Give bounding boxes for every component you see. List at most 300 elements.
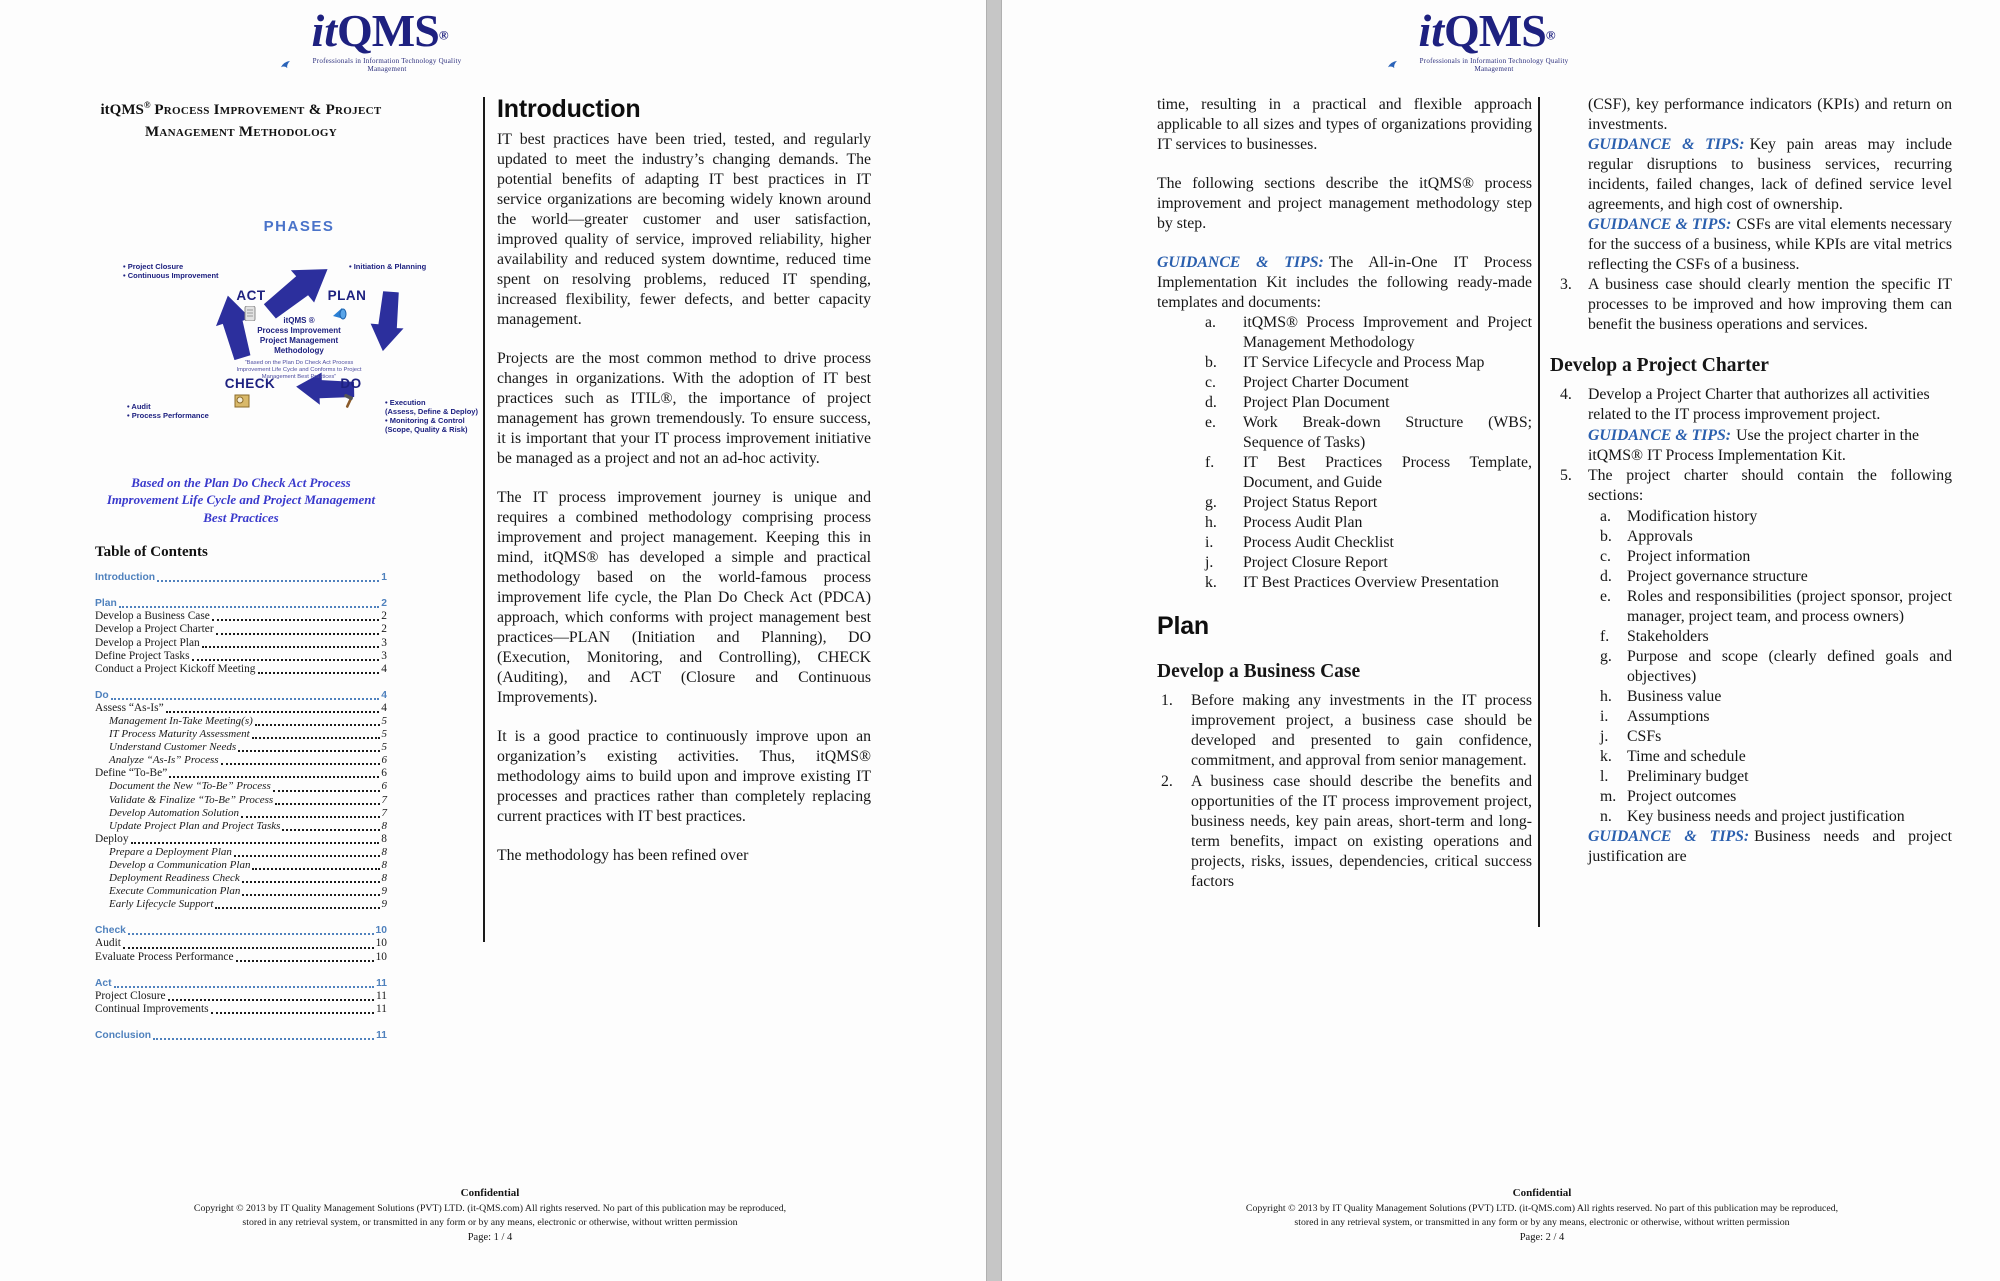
toc-entry[interactable]: [95, 571, 387, 584]
toc-page-number: 11: [376, 1029, 387, 1041]
toc-entry[interactable]: [95, 610, 387, 623]
toc-entry[interactable]: [95, 1029, 387, 1042]
list-item: [1205, 373, 1532, 393]
list-item: [1205, 393, 1532, 413]
diagram-bullet: • Audit: [127, 401, 151, 411]
list-marker: e.: [1205, 414, 1216, 431]
guidance-paragraph: [1550, 827, 1952, 867]
toc-entry-label: Evaluate Process Performance: [95, 950, 234, 963]
toc-page-number: 10: [375, 937, 387, 950]
business-case-list: [1157, 691, 1532, 892]
item-text: A business case should clearly mention the specific IT processes to be improved and how improving them can benefit the business operations and services.: [1588, 276, 1952, 333]
toc-entry[interactable]: [95, 650, 387, 663]
toc-page-number: 9: [381, 885, 387, 898]
toc-heading: Table of Contents: [95, 544, 208, 561]
toc-entry[interactable]: [95, 977, 387, 990]
toc-entry[interactable]: [95, 623, 387, 636]
item-text: A business case should describe the benefits and opportunities of the IT process improvement project, business needs, key pain areas, short-term and long-term benefits, impact on existing operations and projects, risks, issues, dependencies, critical success factors: [1191, 773, 1532, 890]
list-text: Process Audit Checklist: [1243, 534, 1394, 551]
toc-entry[interactable]: [95, 637, 387, 650]
copyright-line-2: stored in any retrieval system, or transmitted in any form or by any means, electronic or otherwise, without written permission: [242, 1217, 738, 1229]
toc-entry[interactable]: [95, 937, 387, 950]
logo-it: it: [311, 5, 338, 56]
logo-qms: QMS: [337, 5, 439, 56]
diagram-bullet: • Monitoring & Control: [385, 416, 465, 426]
list-item: [1600, 567, 1952, 587]
toc-leader-dots: [215, 907, 379, 909]
plan-phase-label: PLAN: [327, 287, 367, 303]
logo-tagline-text: Professionals in Information Technology Quality Management: [312, 57, 462, 73]
guidance-text: CSFs are vital elements necessary for the success of a business, while KPIs are vital metrics reflecting the CSFs of a business.: [1588, 216, 1952, 273]
page1-right-column: [497, 95, 871, 885]
item-text: Before making any investments in the IT process improvement project, a business case should be developed and presented to gain confidence, commitment, and approval from senior management.: [1191, 692, 1532, 769]
list-marker: j.: [1205, 554, 1214, 571]
toc-entry-label: Validate & Finalize “To-Be” Process: [109, 793, 274, 806]
business-case-heading: Develop a Business Case: [1157, 661, 1361, 682]
registered-mark: ®: [438, 27, 449, 43]
toc-page-number: 6: [381, 780, 387, 793]
page1-left-column: [95, 95, 478, 1042]
toc-leader-dots: [255, 724, 380, 726]
toc-leader-dots: [258, 672, 380, 674]
page1-footer: [60, 1186, 920, 1246]
toc-entry[interactable]: [95, 689, 387, 702]
list-marker: c.: [1205, 374, 1216, 391]
list-item: [1205, 573, 1532, 593]
list-text: IT Best Practices Overview Presentation: [1243, 574, 1499, 591]
list-item: [1600, 587, 1952, 627]
do-phase-label: DO: [340, 375, 362, 391]
list-text: CSFs: [1627, 728, 1662, 745]
diagram-bullet: • Project Closure: [123, 261, 184, 271]
list-text: Project governance structure: [1627, 568, 1808, 585]
paragraph: Projects are the most common method to drive process changes in organizations. With the adoption of IT best practices such as ITIL®, the importance of project management has grown tremendously. To ensure success, it is important that your IT process improvement initiative be managed as a project and not an ad-hoc activity.: [497, 350, 871, 467]
paragraph: The following sections describe the itQMS® process improvement and project management methodology step by step.: [1157, 175, 1532, 232]
document-subtitle: Based on the Plan Do Check Act Process Improvement Life Cycle and Project Management Best Practices: [106, 474, 376, 525]
diagram-bullet: (Scope, Quality & Risk): [385, 425, 468, 435]
introduction-heading: Introduction: [497, 95, 641, 123]
charter-item-4: [1550, 385, 1952, 425]
list-text: Project information: [1627, 548, 1751, 565]
toc-leader-dots: [242, 894, 379, 896]
list-item: [1205, 553, 1532, 573]
toc-entry-label: Document the New “To-Be” Process: [109, 780, 271, 793]
toc-entry[interactable]: [95, 715, 387, 728]
item-text: Develop a Project Charter that authorizes all activities related to the IT process improvement project.: [1588, 386, 1930, 423]
list-text: Preliminary budget: [1627, 768, 1749, 785]
page2-left-column: [1157, 95, 1532, 893]
list-text: itQMS® Process Improvement and Project Management Methodology: [1243, 314, 1532, 351]
toc-leader-dots: [234, 855, 380, 857]
toc-entry-label: Conclusion: [95, 1029, 152, 1041]
toc-entry[interactable]: [95, 741, 387, 754]
toc-leader-dots: [252, 737, 380, 739]
list-item: [1600, 627, 1952, 647]
toc-leader-dots: [242, 881, 380, 883]
title-brand: itQMS: [100, 102, 144, 118]
toc-leader-dots: [241, 816, 380, 818]
toc-entry-label: Early Lifecycle Support: [109, 898, 214, 911]
toc-entry-label: Develop a Business Case: [95, 610, 210, 623]
guidance-paragraph: [1550, 215, 1952, 275]
column-divider: [1538, 97, 1540, 927]
list-marker: i.: [1600, 708, 1609, 725]
logo-it: it: [1418, 5, 1445, 56]
list-marker: n.: [1600, 808, 1612, 825]
list-text: Process Audit Plan: [1243, 514, 1363, 531]
guidance-paragraph: [1550, 426, 1952, 466]
list-item: [1600, 527, 1952, 547]
toc-entry-label: Check: [95, 925, 126, 937]
toc-entry[interactable]: [95, 728, 387, 741]
plan-section-heading: Plan: [1157, 612, 1209, 640]
toc-page-number: 2: [381, 610, 387, 623]
item-number: 5.: [1560, 467, 1572, 484]
toc-entry-label: Develop a Communication Plan: [109, 859, 251, 872]
list-marker: b.: [1600, 528, 1612, 545]
guidance-lead: GUIDANCE & TIPS:: [1588, 828, 1750, 845]
toc-leader-dots: [238, 750, 379, 752]
guidance-text: Business needs and project justification are: [1588, 828, 1952, 865]
toc-entry[interactable]: [95, 872, 387, 885]
page-divider: [986, 0, 1002, 1281]
paragraph: (CSF), key performance indicators (KPIs) and return on investments.: [1588, 96, 1952, 133]
item-number: 2.: [1161, 773, 1173, 790]
registered-mark: ®: [1545, 27, 1556, 43]
list-text: Project outcomes: [1627, 788, 1737, 805]
diagram-bullet: (Assess, Define & Deploy): [385, 406, 478, 416]
toc-entry[interactable]: [95, 885, 387, 898]
toc-entry-label: Deploy: [95, 832, 129, 845]
introduction-paragraphs: [497, 130, 871, 866]
numbered-item: [1550, 385, 1952, 425]
list-item: [1600, 687, 1952, 707]
toc-leader-dots: [168, 999, 374, 1001]
toc-leader-dots: [192, 659, 380, 661]
list-item: [1600, 707, 1952, 727]
toc-entry[interactable]: [95, 990, 387, 1003]
guidance-lead: GUIDANCE & TIPS:: [1157, 254, 1324, 271]
kit-document-list: [1157, 313, 1532, 593]
list-item: [1205, 493, 1532, 513]
title-reg: ®: [143, 100, 151, 110]
list-text: Approvals: [1627, 528, 1693, 545]
toc-page-number: 5: [381, 714, 387, 727]
diagram-bullet: • Continuous Improvement: [123, 270, 219, 280]
toc-entry[interactable]: [95, 767, 387, 780]
guidance-text: Use the project charter in the itQMS® IT Process Implementation Kit.: [1588, 427, 1919, 464]
toc-page-number: 6: [381, 767, 387, 780]
list-text: Project Charter Document: [1243, 374, 1409, 391]
toc-page-number: 8: [381, 832, 387, 845]
list-marker: h.: [1205, 514, 1217, 531]
toc-page-number: 10: [375, 925, 387, 937]
copyright-line-1: Copyright © 2013 by IT Quality Management Solutions (PVT) LTD. (it-QMS.com) All rights reserved. No part of this publication may be reproduced,: [193, 1202, 787, 1214]
toc-entry-label: Introduction: [95, 572, 156, 584]
list-marker: k.: [1600, 748, 1612, 765]
toc-entry-label: Act: [95, 977, 112, 989]
document-page-1: [0, 0, 986, 1281]
list-item: [1205, 533, 1532, 553]
list-text: IT Best Practices Process Template, Document, and Guide: [1243, 454, 1532, 491]
list-item: [1600, 787, 1952, 807]
toc-entry-label: Assess “As-Is”: [95, 701, 164, 714]
toc-entry[interactable]: [95, 846, 387, 859]
list-marker: g.: [1205, 494, 1217, 511]
toc-entry-label: Define “To-Be”: [95, 767, 168, 780]
toc-leader-dots: [131, 842, 380, 844]
toc-page-number: 3: [381, 649, 387, 662]
toc-page-number: 2: [381, 623, 387, 636]
toc-page-number: 7: [381, 793, 387, 806]
list-marker: l.: [1600, 768, 1609, 785]
company-logo: [1387, 5, 1587, 73]
diagram-center-note: “Based on the Plan Do Check Act Process Improvement Life Cycle and Conforms to Project Management Best Practices”: [236, 359, 362, 380]
pdca-diagram: [103, 217, 486, 435]
confidential-label: Confidential: [460, 1187, 520, 1199]
numbered-item: [1161, 772, 1532, 892]
table-of-contents: [95, 571, 387, 1042]
guidance-lead: GUIDANCE & TIPS:: [1588, 216, 1732, 233]
paragraph: It is a good practice to continuously improve upon an organization’s existing activities. Thus, itQMS® methodology aims to build upon and improve existing IT processes and practices rather than completely replacing current practices with IT best practices.: [497, 728, 871, 825]
toc-entry[interactable]: [95, 702, 387, 715]
list-item: [1205, 353, 1532, 373]
list-marker: j.: [1600, 728, 1609, 745]
toc-page-number: 8: [381, 872, 387, 885]
diagram-center-line: Project Management: [259, 335, 339, 345]
item-text: The project charter should contain the following sections:: [1588, 467, 1952, 504]
charter-sections-list: [1550, 507, 1952, 827]
list-item: [1600, 767, 1952, 787]
toc-entry[interactable]: [95, 924, 387, 937]
toc-entry[interactable]: [95, 807, 387, 820]
logo-qms: QMS: [1444, 5, 1546, 56]
toc-leader-dots: [212, 619, 379, 621]
numbered-item: [1550, 466, 1952, 506]
confidential-label: Confidential: [1512, 1187, 1572, 1199]
list-text: Project Status Report: [1243, 494, 1378, 511]
toc-leader-dots: [221, 763, 380, 765]
logo-wordmark: [1387, 5, 1587, 56]
item-number: 4.: [1560, 386, 1572, 403]
list-text: Work Break-down Structure (WBS; Sequence of Tasks): [1243, 414, 1532, 451]
list-item: [1600, 807, 1952, 827]
diagram-center-line: Process Improvement: [257, 325, 341, 335]
toc-leader-dots: [128, 933, 374, 935]
toc-entry[interactable]: [95, 820, 387, 833]
toc-entry-label: Project Closure: [95, 989, 166, 1002]
list-marker: a.: [1600, 508, 1611, 525]
project-charter-heading: Develop a Project Charter: [1550, 355, 1769, 376]
toc-leader-dots: [157, 580, 379, 582]
list-item: [1600, 647, 1952, 687]
toc-page-number: 4: [381, 662, 387, 675]
copyright-line-1: Copyright © 2013 by IT Quality Management Solutions (PVT) LTD. (it-QMS.com) All rights reserved. No part of this publication may be reproduced,: [1245, 1202, 1839, 1214]
copyright-line-2: stored in any retrieval system, or transmitted in any form or by any means, electronic or otherwise, without written permission: [1294, 1217, 1790, 1229]
toc-page-number: 11: [376, 1002, 387, 1015]
toc-entry[interactable]: [95, 754, 387, 767]
toc-leader-dots: [169, 776, 379, 778]
toc-leader-dots: [119, 606, 380, 608]
toc-entry-label: Analyze “As-Is” Process: [109, 754, 219, 767]
guidance-paragraph: [1157, 253, 1532, 313]
list-marker: c.: [1600, 548, 1611, 565]
list-text: Business value: [1627, 688, 1722, 705]
toc-entry-label: Deployment Readiness Check: [109, 872, 240, 885]
page-number: Page: 1 / 4: [467, 1232, 513, 1244]
toc-entry-label: Execute Communication Plan: [109, 885, 241, 898]
diagram-center-text: [231, 316, 367, 381]
numbered-item: [1161, 691, 1532, 771]
do-bullets: [385, 398, 485, 435]
paragraph: The IT process improvement journey is unique and requires a combined methodology comprising process improvement and project management. Keeping this in mind, itQMS® has developed a simple and practical methodology based on the world-famous process improvement life cycle, the Plan Do Check Act (PDCA) approach, which conforms with project management best practices—PLAN (Initiation and Planning), DO (Execution, Monitoring, and Controlling), CHECK (Auditing), and ACT (Closure and Continuous Improvements).: [497, 489, 871, 706]
toc-entry-label: IT Process Maturity Assessment: [109, 728, 250, 741]
toc-entry[interactable]: [95, 1003, 387, 1016]
toc-entry-label: Develop a Project Charter: [95, 623, 214, 636]
list-item: [1600, 547, 1952, 567]
logo-tagline-text: Professionals in Information Technology Quality Management: [1419, 57, 1569, 73]
toc-entry-label: Management In-Take Meeting(s): [109, 714, 253, 727]
page2-footer: [1112, 1186, 1972, 1246]
toc-entry-label: Develop a Project Plan: [95, 636, 200, 649]
list-marker: b.: [1205, 354, 1217, 371]
paragraph: time, resulting in a practical and flexible approach applicable to all sizes and types of organizations providing IT services to businesses.: [1157, 96, 1532, 153]
check-bullets: [127, 402, 267, 421]
toc-leader-dots: [273, 790, 380, 792]
toc-leader-dots: [275, 803, 379, 805]
toc-page-number: 11: [376, 977, 387, 989]
list-text: Modification history: [1627, 508, 1758, 525]
toc-entry-label: Update Project Plan and Project Tasks: [109, 819, 281, 832]
diagram-bullet: • Execution: [385, 397, 426, 407]
toc-entry[interactable]: [95, 794, 387, 807]
list-item: [1205, 413, 1532, 453]
list-item: [1600, 507, 1952, 527]
logo-tagline: [1387, 57, 1587, 73]
page2-right-column: [1550, 95, 1952, 867]
diagram-heading: PHASES: [263, 217, 335, 235]
diagram-bullet: • Process Performance: [127, 410, 209, 420]
toc-entry-label: Do: [95, 689, 109, 701]
toc-leader-dots: [123, 947, 374, 949]
toc-page-number: 11: [376, 989, 387, 1002]
title-rest: Process Improvement & Project Management Methodology: [144, 102, 382, 140]
toc-leader-dots: [114, 986, 375, 988]
list-marker: g.: [1600, 648, 1612, 665]
toc-leader-dots: [216, 633, 380, 635]
toc-leader-dots: [236, 960, 374, 962]
toc-leader-dots: [202, 646, 380, 648]
item-number: 3.: [1560, 276, 1572, 293]
company-logo: [280, 5, 480, 73]
list-text: Roles and responsibilities (project sponsor, project manager, project team, and process owners): [1627, 588, 1952, 625]
diagram-center-line: itQMS ®: [283, 315, 315, 325]
list-marker: e.: [1600, 588, 1611, 605]
list-item: [1205, 313, 1532, 353]
toc-page-number: 3: [381, 636, 387, 649]
check-phase-label: CHECK: [224, 375, 276, 391]
toc-entry-label: Continual Improvements: [95, 1002, 209, 1015]
business-case-item-3: [1550, 275, 1952, 335]
guidance-lead: GUIDANCE & TIPS:: [1588, 427, 1732, 444]
list-marker: a.: [1205, 314, 1216, 331]
list-marker: m.: [1600, 788, 1617, 805]
list-marker: d.: [1205, 394, 1217, 411]
toc-page-number: 8: [381, 859, 387, 872]
toc-entry-label: Prepare a Deployment Plan: [109, 845, 232, 858]
list-text: Time and schedule: [1627, 748, 1746, 765]
toc-page-number: 8: [381, 819, 387, 832]
dove-icon: [280, 60, 291, 71]
list-marker: k.: [1205, 574, 1217, 591]
numbered-item: [1550, 275, 1952, 335]
toc-page-number: 5: [381, 741, 387, 754]
toc-entry[interactable]: [95, 951, 387, 964]
guidance-paragraph: [1550, 135, 1952, 215]
paragraph: The methodology has been refined over: [497, 847, 749, 864]
list-text: Project Plan Document: [1243, 394, 1390, 411]
list-marker: f.: [1205, 454, 1215, 471]
list-item: [1205, 513, 1532, 533]
toc-entry-label: Understand Customer Needs: [109, 741, 237, 754]
guidance-text: Key pain areas may include regular disruptions to business services, recurring incidents, failed changes, lack of defined service level agreements, and high cost of ownership.: [1588, 136, 1952, 213]
toc-entry[interactable]: [95, 663, 387, 676]
toc-leader-dots: [252, 868, 379, 870]
toc-entry-label: Develop Automation Solution: [109, 806, 239, 819]
act-phase-label: ACT: [236, 287, 266, 303]
toc-page-number: 4: [381, 689, 387, 701]
toc-page-number: 5: [381, 728, 387, 741]
list-item: [1205, 453, 1532, 493]
toc-page-number: 8: [381, 845, 387, 858]
toc-leader-dots: [111, 698, 380, 700]
list-text: IT Service Lifecycle and Process Map: [1243, 354, 1485, 371]
toc-page-number: 6: [381, 754, 387, 767]
dove-icon: [1387, 60, 1398, 71]
diagram-bullet: • Initiation & Planning: [349, 261, 427, 271]
toc-entry[interactable]: [95, 833, 387, 846]
plan-bullets: [349, 262, 481, 271]
toc-entry[interactable]: [95, 898, 387, 911]
list-text: Key business needs and project justification: [1627, 808, 1905, 825]
guidance-lead: GUIDANCE & TIPS:: [1588, 136, 1745, 153]
toc-page-number: 9: [381, 898, 387, 911]
list-marker: d.: [1600, 568, 1612, 585]
list-item: [1600, 727, 1952, 747]
paragraph: IT best practices have been tried, tested, and regularly updated to meet the industry’s changing demands. The potential benefits of adapting IT best practices in IT service organizations are becoming widely known around the world—greater customer and user satisfaction, improved quality of service, improved reliability, higher availability and reduced system downtime, reduced time spent on resolving problems, reduced IT spending, increased flexibility, fewer defects, and better capacity management.: [497, 131, 871, 328]
list-text: Project Closure Report: [1243, 554, 1388, 571]
list-marker: h.: [1600, 688, 1612, 705]
toc-leader-dots: [211, 1012, 374, 1014]
list-marker: i.: [1205, 534, 1214, 551]
logo-wordmark: [280, 5, 480, 56]
list-text: Assumptions: [1627, 708, 1710, 725]
charter-item-5: [1550, 466, 1952, 506]
toc-entry-label: Define Project Tasks: [95, 649, 190, 662]
item-number: 1.: [1161, 692, 1173, 709]
toc-entry[interactable]: [95, 597, 387, 610]
toc-entry[interactable]: [95, 859, 387, 872]
toc-entry[interactable]: [95, 780, 387, 793]
toc-page-number: 2: [381, 598, 387, 610]
page-number: Page: 2 / 4: [1519, 1232, 1565, 1244]
toc-leader-dots: [153, 1038, 374, 1040]
toc-leader-dots: [166, 711, 380, 713]
list-text: Purpose and scope (clearly defined goals and objectives): [1627, 648, 1952, 685]
toc-entry-label: Conduct a Project Kickoff Meeting: [95, 662, 256, 675]
document-title: [95, 99, 387, 144]
list-item: [1600, 747, 1952, 767]
